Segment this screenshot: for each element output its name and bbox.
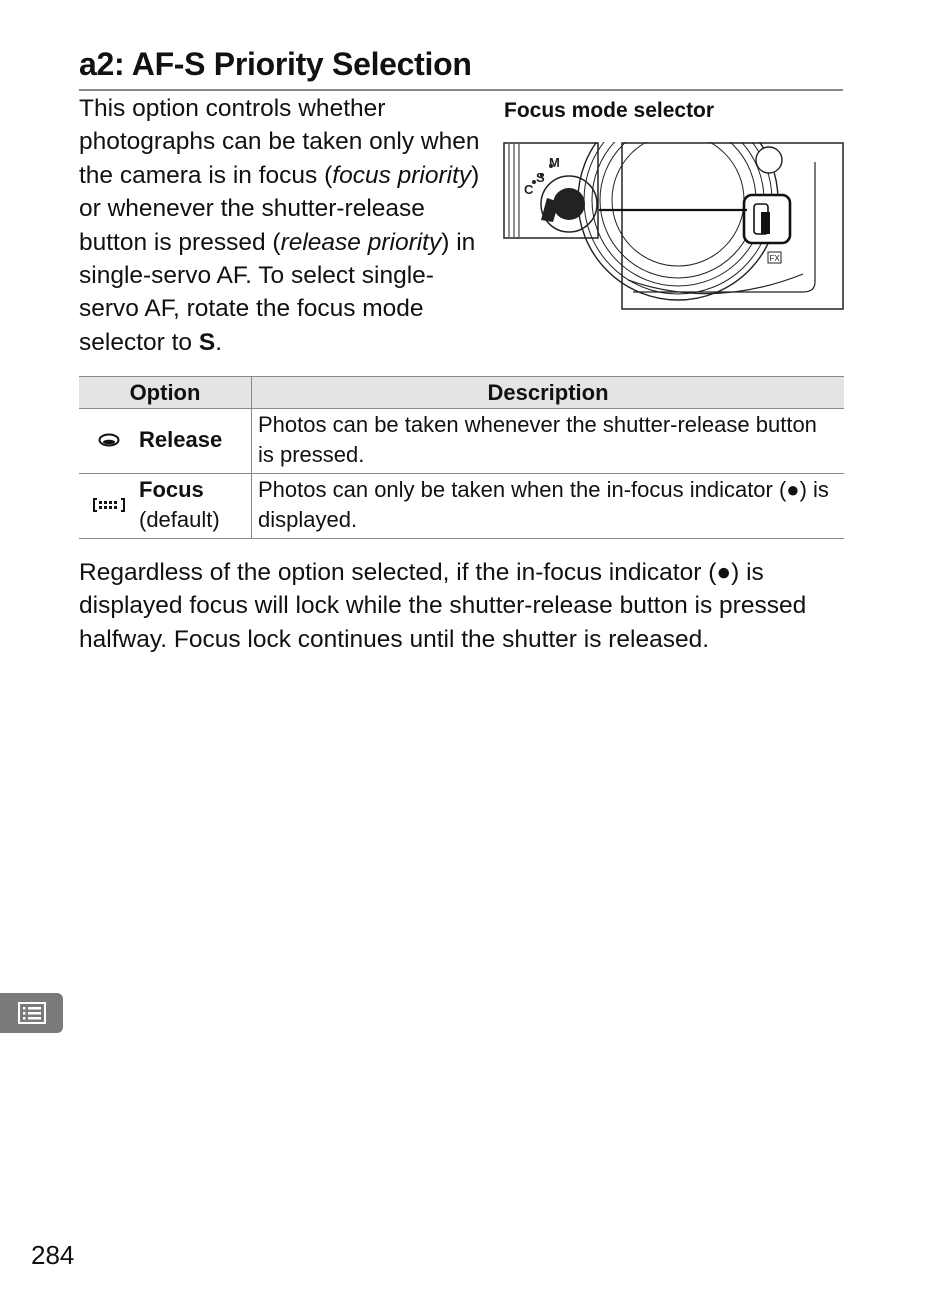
table-row	[79, 409, 844, 474]
description-cell: Photos can only be taken when the in-focus indicator (●) is displayed.	[252, 474, 845, 539]
figure-caption: Focus mode selector	[504, 99, 715, 122]
option-sublabel: (default)	[139, 507, 220, 532]
focus-priority-icon	[79, 497, 139, 513]
header-option: Option	[79, 377, 252, 409]
release-priority-icon	[79, 433, 139, 447]
dial-label-m: M	[549, 155, 560, 170]
intro-paragraph: This option controls whether photographs can be taken only when the camera is in focus (focus priority) or whenever the shutter-release button is pressed (release priority) in single-servo AF. To select single-servo AF, rotate the focus mode selector to S.	[79, 95, 480, 356]
header-description: Description	[252, 377, 845, 409]
table-row	[79, 474, 844, 539]
option-label: Focus	[139, 477, 204, 502]
camera-front-view	[578, 142, 843, 309]
fx-badge: FX	[769, 254, 780, 263]
description-cell: Photos can be taken whenever the shutter-release button is pressed.	[252, 409, 845, 474]
selector-dial-inset	[504, 143, 598, 238]
dial-label-s: S	[536, 170, 545, 185]
page-number: 284	[31, 1240, 75, 1270]
option-cell	[79, 474, 252, 539]
title-divider	[79, 89, 843, 91]
dial-label-c: C	[524, 182, 534, 197]
table-header-row	[79, 377, 844, 409]
options-table	[79, 376, 844, 539]
custom-settings-menu-icon	[18, 1002, 46, 1024]
custom-settings-tab[interactable]	[0, 993, 63, 1033]
focus-mode-selector-illustration	[503, 142, 845, 312]
option-cell	[79, 409, 252, 474]
page-title: a2: AF-S Priority Selection	[79, 46, 472, 82]
closing-paragraph: Regardless of the option selected, if the in-focus indicator (●) is displayed focus will lock while the shutter-release button is pressed halfway. Focus lock continues until the shutter is released.	[79, 559, 807, 653]
option-label: Release	[139, 426, 223, 452]
